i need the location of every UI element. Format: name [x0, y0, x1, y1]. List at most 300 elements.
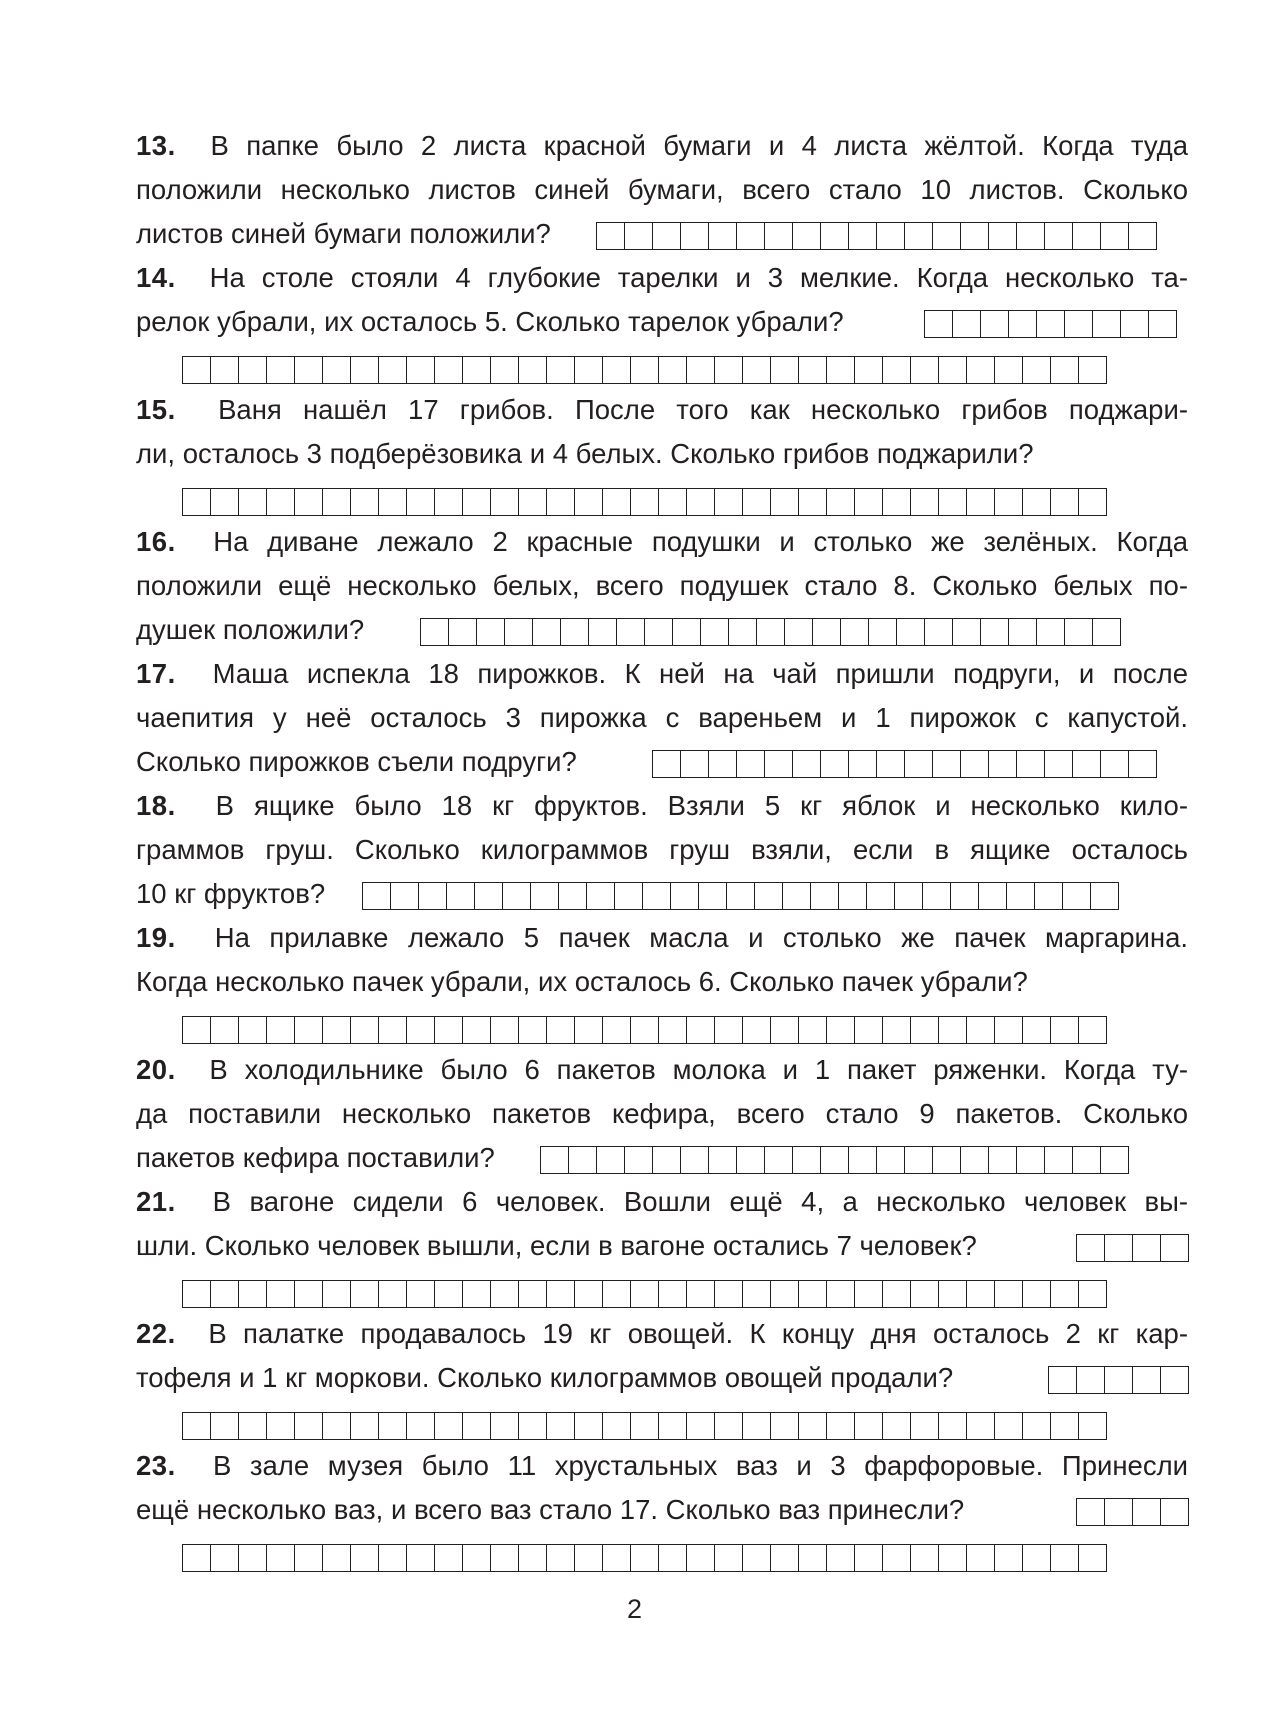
- answer-cell[interactable]: [183, 488, 211, 516]
- answer-cell[interactable]: [783, 882, 811, 910]
- answer-cell[interactable]: [631, 356, 659, 384]
- answer-cell[interactable]: [961, 1146, 989, 1174]
- answer-cell[interactable]: [883, 1016, 911, 1044]
- answer-cell[interactable]: [1079, 1544, 1107, 1572]
- answer-cell[interactable]: [407, 356, 435, 384]
- answer-cell[interactable]: [967, 1412, 995, 1440]
- answer-cell[interactable]: [951, 882, 979, 910]
- answer-cell[interactable]: [421, 618, 449, 646]
- answer-cell[interactable]: [743, 356, 771, 384]
- answer-cell[interactable]: [793, 222, 821, 250]
- answer-cell[interactable]: [183, 1280, 211, 1308]
- answer-cell[interactable]: [813, 618, 841, 646]
- answer-grid-21-a[interactable]: [1076, 1234, 1189, 1262]
- answer-cell[interactable]: [715, 356, 743, 384]
- answer-cell[interactable]: [939, 1544, 967, 1572]
- answer-cell[interactable]: [715, 1544, 743, 1572]
- answer-grid-20[interactable]: [540, 1146, 1129, 1174]
- answer-cell[interactable]: [407, 1544, 435, 1572]
- answer-cell[interactable]: [1161, 1234, 1189, 1262]
- answer-cell[interactable]: [625, 222, 653, 250]
- answer-cell[interactable]: [575, 356, 603, 384]
- answer-cell[interactable]: [771, 1412, 799, 1440]
- answer-cell[interactable]: [435, 1280, 463, 1308]
- answer-cell[interactable]: [827, 1016, 855, 1044]
- answer-cell[interactable]: [1077, 1366, 1105, 1394]
- answer-cell[interactable]: [491, 356, 519, 384]
- answer-cell[interactable]: [821, 222, 849, 250]
- answer-cell[interactable]: [505, 618, 533, 646]
- answer-cell[interactable]: [989, 222, 1017, 250]
- answer-cell[interactable]: [603, 1412, 631, 1440]
- answer-cell[interactable]: [967, 488, 995, 516]
- answer-cell[interactable]: [587, 882, 615, 910]
- answer-cell[interactable]: [1133, 1234, 1161, 1262]
- answer-cell[interactable]: [659, 356, 687, 384]
- answer-cell[interactable]: [531, 882, 559, 910]
- answer-cell[interactable]: [911, 1016, 939, 1044]
- answer-cell[interactable]: [743, 1544, 771, 1572]
- answer-cell[interactable]: [659, 1412, 687, 1440]
- answer-cell[interactable]: [519, 1412, 547, 1440]
- answer-cell[interactable]: [933, 1146, 961, 1174]
- answer-cell[interactable]: [1023, 1412, 1051, 1440]
- answer-cell[interactable]: [435, 1016, 463, 1044]
- answer-cell[interactable]: [1063, 882, 1091, 910]
- answer-cell[interactable]: [323, 1280, 351, 1308]
- answer-cell[interactable]: [1105, 1366, 1133, 1394]
- answer-cell[interactable]: [821, 750, 849, 778]
- answer-cell[interactable]: [877, 750, 905, 778]
- answer-cell[interactable]: [1045, 1146, 1073, 1174]
- answer-cell[interactable]: [603, 488, 631, 516]
- answer-cell[interactable]: [911, 1280, 939, 1308]
- answer-cell[interactable]: [1161, 1366, 1189, 1394]
- answer-cell[interactable]: [793, 750, 821, 778]
- answer-cell[interactable]: [323, 356, 351, 384]
- answer-cell[interactable]: [771, 1016, 799, 1044]
- answer-cell[interactable]: [967, 1016, 995, 1044]
- answer-cell[interactable]: [659, 488, 687, 516]
- answer-cell[interactable]: [659, 1280, 687, 1308]
- answer-cell[interactable]: [953, 310, 981, 338]
- answer-cell[interactable]: [631, 1280, 659, 1308]
- answer-cell[interactable]: [463, 1016, 491, 1044]
- answer-cell[interactable]: [1023, 1280, 1051, 1308]
- answer-cell[interactable]: [979, 882, 1007, 910]
- answer-cell[interactable]: [617, 618, 645, 646]
- answer-cell[interactable]: [569, 1146, 597, 1174]
- answer-cell[interactable]: [883, 488, 911, 516]
- answer-cell[interactable]: [463, 356, 491, 384]
- answer-cell[interactable]: [981, 310, 1009, 338]
- answer-cell[interactable]: [877, 1146, 905, 1174]
- answer-cell[interactable]: [827, 1412, 855, 1440]
- answer-cell[interactable]: [939, 488, 967, 516]
- answer-cell[interactable]: [995, 356, 1023, 384]
- answer-cell[interactable]: [687, 1280, 715, 1308]
- answer-cell[interactable]: [911, 488, 939, 516]
- answer-cell[interactable]: [709, 222, 737, 250]
- answer-cell[interactable]: [681, 222, 709, 250]
- answer-cell[interactable]: [1065, 310, 1093, 338]
- answer-cell[interactable]: [477, 618, 505, 646]
- answer-cell[interactable]: [855, 1016, 883, 1044]
- answer-cell[interactable]: [659, 1016, 687, 1044]
- answer-cell[interactable]: [631, 1412, 659, 1440]
- answer-cell[interactable]: [211, 1280, 239, 1308]
- answer-cell[interactable]: [541, 1146, 569, 1174]
- answer-cell[interactable]: [939, 1412, 967, 1440]
- answer-grid-22-a[interactable]: [1048, 1366, 1189, 1394]
- answer-cell[interactable]: [379, 488, 407, 516]
- answer-cell[interactable]: [1049, 1366, 1077, 1394]
- answer-cell[interactable]: [435, 1412, 463, 1440]
- answer-cell[interactable]: [183, 1544, 211, 1572]
- answer-cell[interactable]: [653, 750, 681, 778]
- answer-cell[interactable]: [239, 1016, 267, 1044]
- answer-cell[interactable]: [1093, 310, 1121, 338]
- answer-cell[interactable]: [1149, 310, 1177, 338]
- answer-grid-22-b[interactable]: [182, 1412, 1107, 1440]
- answer-cell[interactable]: [1035, 882, 1063, 910]
- answer-cell[interactable]: [631, 488, 659, 516]
- answer-cell[interactable]: [1065, 618, 1093, 646]
- answer-cell[interactable]: [547, 1544, 575, 1572]
- answer-cell[interactable]: [737, 222, 765, 250]
- answer-cell[interactable]: [939, 1280, 967, 1308]
- answer-cell[interactable]: [799, 1544, 827, 1572]
- answer-cell[interactable]: [475, 882, 503, 910]
- answer-cell[interactable]: [519, 1016, 547, 1044]
- answer-cell[interactable]: [687, 356, 715, 384]
- answer-cell[interactable]: [765, 1146, 793, 1174]
- answer-cell[interactable]: [267, 356, 295, 384]
- answer-grid-21-b[interactable]: [182, 1280, 1107, 1308]
- answer-cell[interactable]: [239, 1280, 267, 1308]
- answer-cell[interactable]: [295, 1412, 323, 1440]
- answer-cell[interactable]: [967, 1544, 995, 1572]
- answer-cell[interactable]: [743, 1016, 771, 1044]
- answer-cell[interactable]: [967, 356, 995, 384]
- answer-cell[interactable]: [925, 310, 953, 338]
- answer-cell[interactable]: [1077, 1498, 1105, 1526]
- answer-cell[interactable]: [435, 488, 463, 516]
- answer-cell[interactable]: [463, 1412, 491, 1440]
- answer-cell[interactable]: [995, 488, 1023, 516]
- answer-cell[interactable]: [1073, 1146, 1101, 1174]
- answer-cell[interactable]: [855, 488, 883, 516]
- answer-cell[interactable]: [895, 882, 923, 910]
- answer-cell[interactable]: [183, 1016, 211, 1044]
- answer-cell[interactable]: [211, 488, 239, 516]
- answer-cell[interactable]: [463, 1544, 491, 1572]
- answer-cell[interactable]: [547, 1016, 575, 1044]
- answer-cell[interactable]: [1079, 1280, 1107, 1308]
- answer-cell[interactable]: [351, 356, 379, 384]
- answer-cell[interactable]: [211, 1412, 239, 1440]
- answer-cell[interactable]: [771, 488, 799, 516]
- answer-cell[interactable]: [1023, 1544, 1051, 1572]
- answer-grid-18[interactable]: [362, 882, 1119, 910]
- answer-cell[interactable]: [995, 1016, 1023, 1044]
- answer-cell[interactable]: [673, 618, 701, 646]
- answer-cell[interactable]: [267, 1280, 295, 1308]
- answer-cell[interactable]: [1129, 750, 1157, 778]
- answer-cell[interactable]: [407, 1412, 435, 1440]
- answer-cell[interactable]: [379, 1016, 407, 1044]
- answer-cell[interactable]: [211, 356, 239, 384]
- answer-cell[interactable]: [295, 356, 323, 384]
- answer-cell[interactable]: [799, 1280, 827, 1308]
- answer-cell[interactable]: [867, 882, 895, 910]
- answer-cell[interactable]: [1129, 222, 1157, 250]
- answer-cell[interactable]: [699, 882, 727, 910]
- answer-cell[interactable]: [1121, 310, 1149, 338]
- answer-cell[interactable]: [1023, 1016, 1051, 1044]
- answer-cell[interactable]: [659, 1544, 687, 1572]
- answer-cell[interactable]: [855, 356, 883, 384]
- answer-cell[interactable]: [923, 882, 951, 910]
- answer-cell[interactable]: [883, 1280, 911, 1308]
- answer-cell[interactable]: [631, 1544, 659, 1572]
- answer-cell[interactable]: [799, 488, 827, 516]
- answer-cell[interactable]: [547, 356, 575, 384]
- answer-cell[interactable]: [827, 1544, 855, 1572]
- answer-cell[interactable]: [547, 1280, 575, 1308]
- answer-cell[interactable]: [407, 1280, 435, 1308]
- answer-cell[interactable]: [351, 1544, 379, 1572]
- answer-cell[interactable]: [729, 618, 757, 646]
- answer-cell[interactable]: [519, 1280, 547, 1308]
- answer-cell[interactable]: [715, 1016, 743, 1044]
- answer-cell[interactable]: [1073, 750, 1101, 778]
- answer-cell[interactable]: [351, 1280, 379, 1308]
- answer-cell[interactable]: [877, 222, 905, 250]
- answer-cell[interactable]: [239, 1412, 267, 1440]
- answer-cell[interactable]: [995, 1412, 1023, 1440]
- answer-cell[interactable]: [765, 222, 793, 250]
- answer-cell[interactable]: [827, 356, 855, 384]
- answer-cell[interactable]: [765, 750, 793, 778]
- answer-cell[interactable]: [363, 882, 391, 910]
- answer-cell[interactable]: [491, 1544, 519, 1572]
- answer-cell[interactable]: [743, 1280, 771, 1308]
- answer-cell[interactable]: [933, 222, 961, 250]
- answer-cell[interactable]: [757, 618, 785, 646]
- answer-cell[interactable]: [211, 1016, 239, 1044]
- answer-cell[interactable]: [793, 1146, 821, 1174]
- answer-cell[interactable]: [575, 1016, 603, 1044]
- answer-cell[interactable]: [1045, 222, 1073, 250]
- answer-cell[interactable]: [519, 488, 547, 516]
- answer-cell[interactable]: [1037, 618, 1065, 646]
- answer-cell[interactable]: [1051, 1280, 1079, 1308]
- answer-cell[interactable]: [995, 1280, 1023, 1308]
- answer-cell[interactable]: [645, 618, 673, 646]
- answer-cell[interactable]: [1017, 750, 1045, 778]
- answer-cell[interactable]: [799, 1016, 827, 1044]
- answer-cell[interactable]: [575, 1412, 603, 1440]
- answer-cell[interactable]: [615, 882, 643, 910]
- answer-cell[interactable]: [561, 618, 589, 646]
- answer-cell[interactable]: [267, 1412, 295, 1440]
- answer-cell[interactable]: [323, 488, 351, 516]
- answer-cell[interactable]: [597, 222, 625, 250]
- answer-cell[interactable]: [323, 1016, 351, 1044]
- answer-cell[interactable]: [1093, 618, 1121, 646]
- answer-cell[interactable]: [631, 1016, 659, 1044]
- answer-cell[interactable]: [715, 1412, 743, 1440]
- answer-cell[interactable]: [811, 882, 839, 910]
- answer-cell[interactable]: [491, 1280, 519, 1308]
- answer-cell[interactable]: [211, 1544, 239, 1572]
- answer-cell[interactable]: [755, 882, 783, 910]
- answer-cell[interactable]: [435, 356, 463, 384]
- answer-cell[interactable]: [953, 618, 981, 646]
- answer-cell[interactable]: [1079, 1412, 1107, 1440]
- answer-grid-16[interactable]: [420, 618, 1121, 646]
- answer-cell[interactable]: [1133, 1498, 1161, 1526]
- answer-cell[interactable]: [603, 1016, 631, 1044]
- answer-cell[interactable]: [1051, 1544, 1079, 1572]
- answer-cell[interactable]: [1051, 488, 1079, 516]
- answer-cell[interactable]: [883, 356, 911, 384]
- answer-grid-13[interactable]: [596, 222, 1157, 250]
- answer-cell[interactable]: [295, 1544, 323, 1572]
- answer-cell[interactable]: [743, 488, 771, 516]
- answer-cell[interactable]: [933, 750, 961, 778]
- answer-cell[interactable]: [295, 488, 323, 516]
- answer-cell[interactable]: [625, 1146, 653, 1174]
- answer-cell[interactable]: [883, 1544, 911, 1572]
- answer-cell[interactable]: [771, 1544, 799, 1572]
- answer-grid-23-b[interactable]: [182, 1544, 1107, 1572]
- answer-cell[interactable]: [547, 488, 575, 516]
- answer-cell[interactable]: [1023, 488, 1051, 516]
- answer-cell[interactable]: [575, 1544, 603, 1572]
- answer-cell[interactable]: [653, 222, 681, 250]
- answer-cell[interactable]: [855, 1412, 883, 1440]
- answer-grid-17[interactable]: [652, 750, 1157, 778]
- answer-cell[interactable]: [981, 618, 1009, 646]
- answer-cell[interactable]: [267, 1544, 295, 1572]
- answer-cell[interactable]: [491, 1016, 519, 1044]
- answer-cell[interactable]: [519, 1544, 547, 1572]
- answer-cell[interactable]: [1009, 310, 1037, 338]
- answer-cell[interactable]: [905, 1146, 933, 1174]
- answer-cell[interactable]: [961, 750, 989, 778]
- answer-cell[interactable]: [391, 882, 419, 910]
- answer-cell[interactable]: [989, 1146, 1017, 1174]
- answer-cell[interactable]: [463, 1280, 491, 1308]
- answer-cell[interactable]: [737, 750, 765, 778]
- answer-cell[interactable]: [1133, 1366, 1161, 1394]
- answer-cell[interactable]: [419, 882, 447, 910]
- answer-cell[interactable]: [1051, 1412, 1079, 1440]
- answer-cell[interactable]: [849, 222, 877, 250]
- answer-cell[interactable]: [709, 750, 737, 778]
- answer-grid-23-a[interactable]: [1076, 1498, 1189, 1526]
- answer-cell[interactable]: [1101, 750, 1129, 778]
- answer-grid-14-a[interactable]: [924, 310, 1177, 338]
- answer-cell[interactable]: [603, 1280, 631, 1308]
- answer-cell[interactable]: [821, 1146, 849, 1174]
- answer-cell[interactable]: [463, 488, 491, 516]
- answer-cell[interactable]: [379, 1412, 407, 1440]
- answer-cell[interactable]: [653, 1146, 681, 1174]
- answer-cell[interactable]: [743, 1412, 771, 1440]
- answer-cell[interactable]: [715, 1280, 743, 1308]
- answer-cell[interactable]: [961, 222, 989, 250]
- answer-cell[interactable]: [701, 618, 729, 646]
- answer-cell[interactable]: [905, 222, 933, 250]
- answer-cell[interactable]: [575, 1280, 603, 1308]
- answer-cell[interactable]: [911, 1544, 939, 1572]
- answer-grid-19[interactable]: [182, 1016, 1107, 1044]
- answer-cell[interactable]: [1009, 618, 1037, 646]
- answer-cell[interactable]: [849, 750, 877, 778]
- answer-cell[interactable]: [1023, 356, 1051, 384]
- answer-cell[interactable]: [589, 618, 617, 646]
- answer-cell[interactable]: [1079, 1016, 1107, 1044]
- answer-cell[interactable]: [407, 1016, 435, 1044]
- answer-cell[interactable]: [603, 356, 631, 384]
- answer-cell[interactable]: [323, 1544, 351, 1572]
- answer-cell[interactable]: [267, 488, 295, 516]
- answer-cell[interactable]: [1007, 882, 1035, 910]
- answer-cell[interactable]: [989, 750, 1017, 778]
- answer-cell[interactable]: [533, 618, 561, 646]
- answer-grid-15[interactable]: [182, 488, 1107, 516]
- answer-cell[interactable]: [771, 356, 799, 384]
- answer-cell[interactable]: [323, 1412, 351, 1440]
- answer-cell[interactable]: [183, 1412, 211, 1440]
- answer-cell[interactable]: [519, 356, 547, 384]
- answer-cell[interactable]: [709, 1146, 737, 1174]
- answer-cell[interactable]: [239, 488, 267, 516]
- answer-cell[interactable]: [503, 882, 531, 910]
- answer-cell[interactable]: [995, 1544, 1023, 1572]
- answer-cell[interactable]: [239, 1544, 267, 1572]
- answer-cell[interactable]: [379, 1280, 407, 1308]
- answer-cell[interactable]: [597, 1146, 625, 1174]
- answer-cell[interactable]: [1045, 750, 1073, 778]
- answer-cell[interactable]: [183, 356, 211, 384]
- answer-cell[interactable]: [295, 1280, 323, 1308]
- answer-cell[interactable]: [379, 356, 407, 384]
- answer-cell[interactable]: [491, 488, 519, 516]
- answer-cell[interactable]: [1051, 1016, 1079, 1044]
- answer-cell[interactable]: [1051, 356, 1079, 384]
- answer-cell[interactable]: [727, 882, 755, 910]
- answer-cell[interactable]: [1091, 882, 1119, 910]
- answer-cell[interactable]: [839, 882, 867, 910]
- answer-cell[interactable]: [547, 1412, 575, 1440]
- answer-cell[interactable]: [687, 488, 715, 516]
- answer-cell[interactable]: [351, 488, 379, 516]
- answer-cell[interactable]: [687, 1412, 715, 1440]
- answer-cell[interactable]: [681, 1146, 709, 1174]
- answer-grid-14-b[interactable]: [182, 356, 1107, 384]
- answer-cell[interactable]: [295, 1016, 323, 1044]
- answer-cell[interactable]: [267, 1016, 295, 1044]
- answer-cell[interactable]: [687, 1544, 715, 1572]
- answer-cell[interactable]: [379, 1544, 407, 1572]
- answer-cell[interactable]: [351, 1412, 379, 1440]
- answer-cell[interactable]: [855, 1280, 883, 1308]
- answer-cell[interactable]: [925, 618, 953, 646]
